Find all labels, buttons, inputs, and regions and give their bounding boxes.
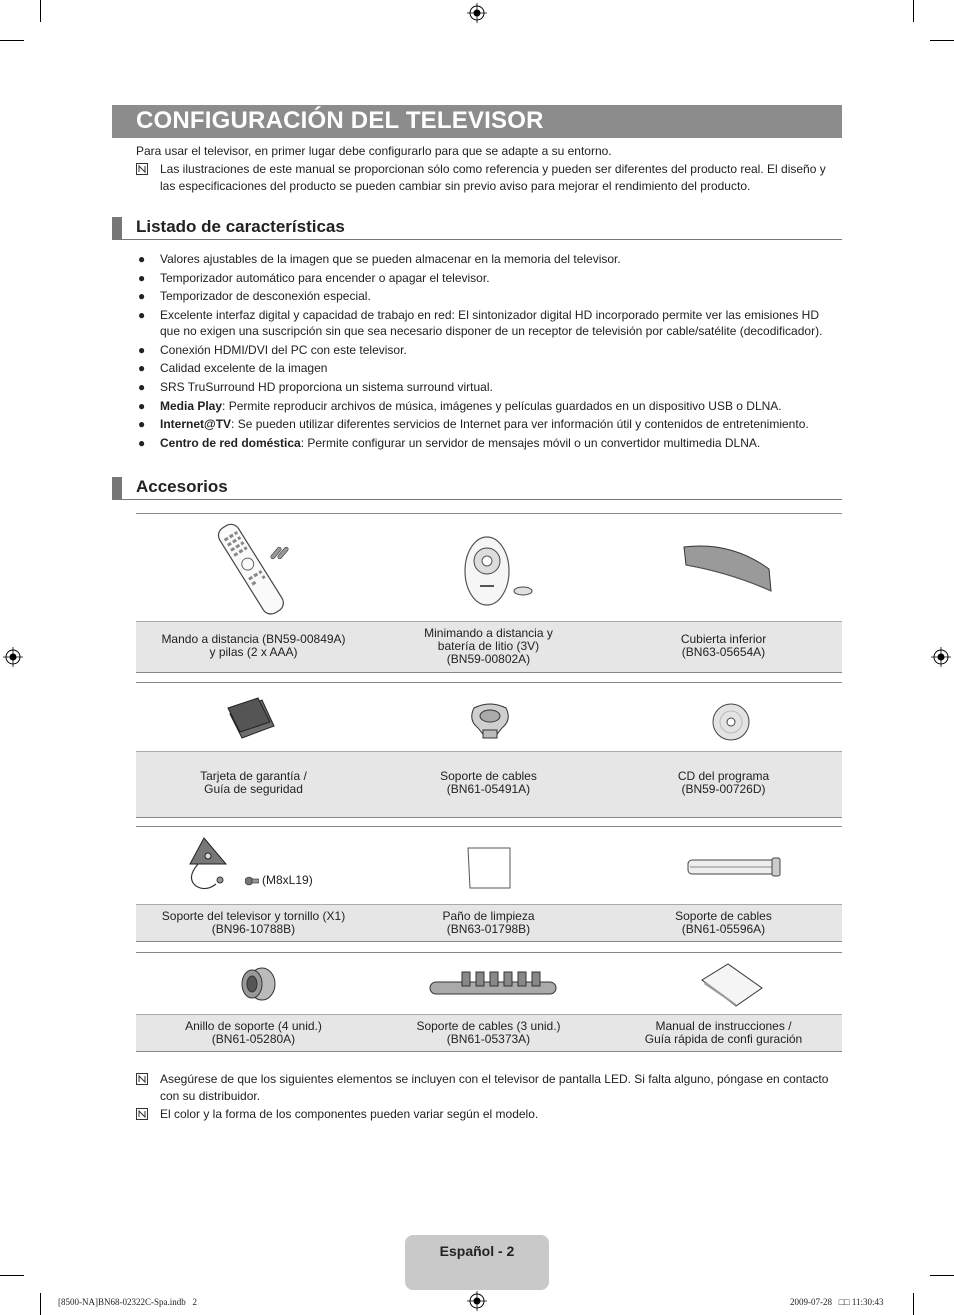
feature-item bbox=[136, 270, 842, 286]
bullet-icon: ● bbox=[138, 417, 146, 432]
feature-item-text: : Se pueden utilizar diferentes servicios de Internet para ver información útil y contenidos de entretenimiento. bbox=[231, 417, 809, 432]
feature-item bbox=[136, 379, 842, 395]
cable-holder-icon bbox=[468, 698, 512, 742]
feature-item bbox=[136, 288, 842, 304]
user-manual-icon bbox=[698, 960, 766, 1008]
page-title-bar bbox=[112, 105, 842, 138]
crop-mark bbox=[930, 1275, 954, 1276]
crop-mark bbox=[930, 40, 954, 41]
features-heading bbox=[112, 217, 842, 240]
note-icon bbox=[136, 1108, 148, 1120]
cable-tie-icon bbox=[686, 854, 782, 878]
features-list bbox=[136, 251, 842, 453]
bullet-icon: ● bbox=[138, 252, 146, 266]
tv-stand-icon bbox=[186, 834, 244, 894]
cable-clip-icon bbox=[426, 968, 560, 1002]
feature-item bbox=[136, 307, 842, 339]
accessory-caption: Soporte de cables (BN61-05596A) bbox=[675, 909, 772, 936]
registration-mark-icon bbox=[931, 647, 951, 667]
remote-control-icon bbox=[214, 518, 304, 618]
intro-note-text: Las ilustraciones de este manual se proporcionan sólo como referencia y pueden ser diferentes del producto real. El diseño y las especificaciones del producto se pueden cambiar sin previo aviso para mejorar el rendimiento del producto. bbox=[160, 162, 826, 193]
feature-item-text: Conexión HDMI/DVI del PC con este televisor. bbox=[160, 342, 407, 357]
bullet-icon: ● bbox=[138, 379, 146, 394]
accessories-heading bbox=[112, 477, 842, 500]
crop-mark bbox=[913, 0, 914, 22]
accessory-caption: Anillo de soporte (4 unid.) (BN61-05280A) bbox=[185, 1019, 322, 1046]
feature-item-text: Temporizador automático para encender o apagar el televisor. bbox=[160, 270, 490, 285]
page-number: Español - 2 bbox=[439, 1243, 515, 1259]
accessory-row bbox=[136, 513, 842, 673]
bottom-cover-icon bbox=[681, 543, 776, 598]
bullet-icon: ● bbox=[138, 307, 146, 322]
features-heading-text: Listado de características bbox=[136, 217, 345, 236]
accessory-caption: Minimando a distancia y batería de litio (3V) (BN59-00802A) bbox=[424, 626, 553, 666]
note-text: El color y la forma de los componentes pueden variar según el modelo. bbox=[160, 1107, 539, 1121]
bullet-icon: ● bbox=[138, 435, 146, 450]
accessory-caption: CD del programa (BN59-00726D) bbox=[677, 769, 770, 796]
feature-item-bold: Centro de red doméstica bbox=[160, 435, 301, 450]
feature-item-text: Temporizador de desconexión especial. bbox=[160, 289, 371, 304]
intro-note bbox=[136, 161, 842, 195]
page-number-tab bbox=[405, 1235, 549, 1290]
note-text: Asegúrese de que los siguientes elementos se incluyen con el televisor de pantalla LED. Si falta alguno, póngase en contacto con su distribuidor. bbox=[160, 1072, 829, 1103]
accessory-caption: Soporte del televisor y tornillo (X1) (BN96-10788B) bbox=[161, 909, 346, 936]
feature-item-text: Calidad excelente de la imagen bbox=[160, 361, 328, 376]
accessory-row bbox=[136, 826, 842, 942]
holder-ring-icon bbox=[238, 964, 278, 1004]
note bbox=[136, 1106, 842, 1123]
feature-item bbox=[136, 342, 842, 358]
crop-mark bbox=[40, 0, 41, 22]
feature-item-text: : Permite reproducir archivos de música, imágenes y películas guardados en un dispositivo USB o DLNA. bbox=[222, 398, 782, 413]
note-icon bbox=[136, 1073, 148, 1085]
feature-item-text: : Permite configurar un servidor de mensajes móvil o un convertidor multimedia DLNA. bbox=[300, 435, 761, 450]
accessory-caption: Manual de instrucciones / Guía rápida de confi guración bbox=[644, 1019, 803, 1046]
cd-icon bbox=[711, 702, 751, 742]
warranty-card-icon bbox=[226, 696, 278, 740]
screw-icon bbox=[245, 876, 259, 886]
registration-mark-icon bbox=[467, 3, 487, 23]
accessory-row bbox=[136, 952, 842, 1052]
crop-mark bbox=[40, 1293, 41, 1315]
accessory-caption: Soporte de cables (3 unid.) (BN61-05373A) bbox=[416, 1019, 561, 1046]
note-icon bbox=[136, 163, 148, 175]
print-file-info: [8500-NA]BN68-02322C-Spa.indb 2 bbox=[58, 1297, 197, 1307]
registration-mark-icon bbox=[3, 647, 23, 667]
bullet-icon: ● bbox=[138, 270, 146, 285]
feature-item-text: Valores ajustables de la imagen que se pueden almacenar en la memoria del televisor. bbox=[160, 252, 621, 266]
feature-item-text: Excelente interfaz digital y capacidad de trabajo en red: El sintonizador digital HD incorporado permite ver las emisiones HD que no exigen una suscripción sin que sea necesario disponer de un receptor de televisión por cable/satélite (decodificador). bbox=[160, 307, 823, 338]
accessory-caption: Paño de limpieza (BN63-01798B) bbox=[442, 909, 535, 936]
page-title: CONFIGURACIÓN DEL TELEVISOR bbox=[136, 107, 544, 134]
feature-item-bold: Internet@TV bbox=[160, 417, 232, 432]
crop-mark bbox=[913, 1293, 914, 1315]
bullet-icon: ● bbox=[138, 289, 146, 304]
feature-item bbox=[136, 360, 842, 376]
screw-label: (M8xL19) bbox=[262, 873, 313, 887]
feature-item bbox=[136, 398, 842, 414]
bullet-icon: ● bbox=[138, 398, 146, 413]
note bbox=[136, 1071, 842, 1105]
intro-text: Para usar el televisor, en primer lugar debe configurarlo para que se adapte a su entorno. bbox=[136, 144, 612, 158]
accessory-row bbox=[136, 682, 842, 818]
accessory-caption: Tarjeta de garantía / Guía de seguridad bbox=[200, 769, 307, 796]
print-timestamp: 2009-07-28 □□ 11:30:43 bbox=[790, 1297, 884, 1307]
accessory-caption: Cubierta inferior (BN63-05654A) bbox=[680, 632, 767, 659]
feature-item-text: SRS TruSurround HD proporciona un sistema surround virtual. bbox=[160, 379, 493, 394]
feature-item bbox=[136, 435, 842, 451]
bullet-icon: ● bbox=[138, 361, 146, 376]
feature-item bbox=[136, 416, 842, 432]
feature-item-bold: Media Play bbox=[160, 398, 223, 413]
feature-item bbox=[136, 251, 842, 267]
accessory-caption: Soporte de cables (BN61-05491A) bbox=[440, 769, 537, 796]
accessory-caption: Mando a distancia (BN59-00849A) y pilas (2 x AAA) bbox=[161, 632, 346, 659]
cleaning-cloth-icon bbox=[466, 846, 512, 890]
crop-mark bbox=[0, 1275, 24, 1276]
accessories-heading-text: Accesorios bbox=[136, 477, 228, 496]
mini-remote-icon bbox=[461, 535, 541, 607]
crop-mark bbox=[0, 40, 24, 41]
registration-mark-icon bbox=[467, 1291, 487, 1311]
bullet-icon: ● bbox=[138, 342, 146, 357]
